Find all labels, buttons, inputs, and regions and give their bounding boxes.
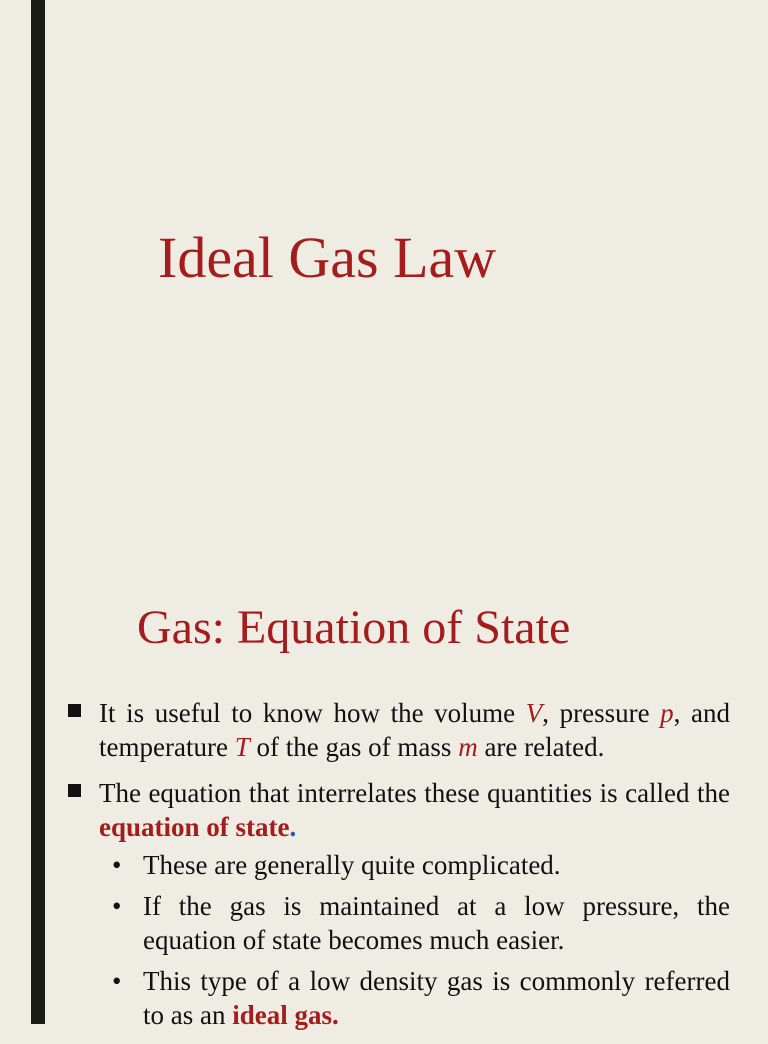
- bullet-text: , pressure: [542, 698, 661, 728]
- square-bullet-icon: [68, 784, 81, 797]
- sub-bullet-list: [99, 848, 730, 1032]
- term-equation-of-state: equation of state: [99, 812, 290, 842]
- variable-p: p: [660, 698, 674, 728]
- sub-bullet-item: [109, 964, 730, 1032]
- section-title: Gas: Equation of State: [137, 601, 571, 654]
- variable-t: T: [234, 732, 250, 762]
- variable-m: m: [458, 732, 478, 762]
- bullet-volume-pressure-temperature: [64, 696, 730, 764]
- bullet-text: The equation that interrelates these quantities is called the: [99, 778, 730, 808]
- left-accent-bar: [31, 0, 45, 1024]
- bullet-list: [64, 696, 730, 1044]
- slide-title: Ideal Gas Law: [158, 225, 497, 290]
- dot-bullet-icon: •: [112, 850, 122, 880]
- sub-bullet-text: These are generally quite complicated.: [143, 850, 561, 880]
- sub-bullet-text: This type of a low density gas is commonly referred to as an: [143, 966, 730, 1030]
- bullet-text: of the gas of mass: [249, 732, 459, 762]
- square-bullet-icon: [68, 704, 81, 717]
- dot-bullet-icon: •: [112, 966, 122, 996]
- bullet-text: are related.: [477, 732, 605, 762]
- bullet-text: , and temperature: [99, 698, 731, 762]
- sub-bullet-text: If the gas is maintained at a low pressure, the equation of state becomes much easier.: [143, 891, 730, 955]
- bullet-text: It is useful to know how the volume: [99, 698, 526, 728]
- variable-v: V: [525, 698, 543, 728]
- sub-bullet-item: [109, 889, 730, 957]
- dot-bullet-icon: •: [112, 891, 122, 921]
- period: .: [332, 1000, 339, 1030]
- period: .: [289, 812, 297, 842]
- sub-bullet-item: [109, 848, 730, 882]
- bullet-equation-of-state: [64, 776, 730, 1032]
- term-ideal-gas: ideal gas: [232, 1000, 332, 1030]
